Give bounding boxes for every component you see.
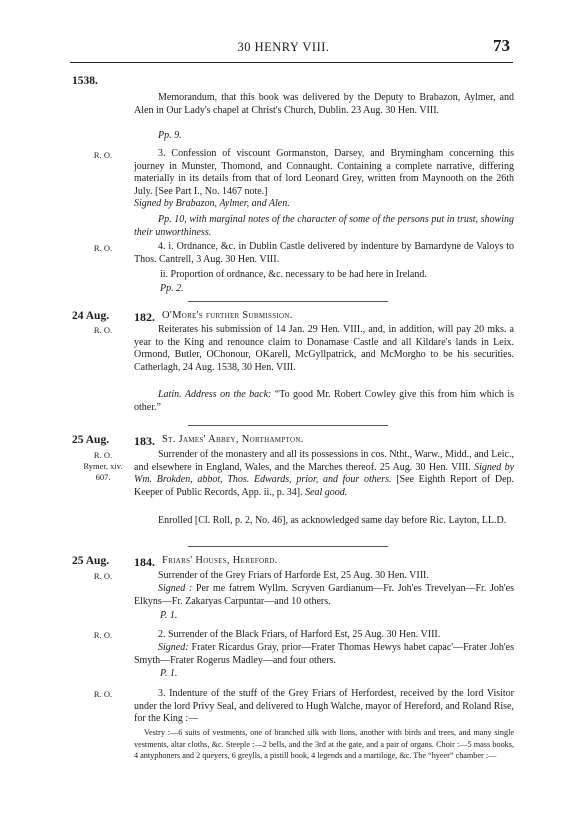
item3-note: Pp. 10, with marginal notes of the character of some of the persons put in trust, showing their unworthiness. <box>134 214 514 238</box>
item4-text-ii: ii. Proportion of ordnance, &c. necessary to be had here in Ireland. <box>160 269 427 280</box>
entry-184-text2: 2. Surrender of the Black Friars, of Harford Est, 25 Aug. 30 Hen. VIII. <box>158 629 441 640</box>
entry-184-signed2-label: Signed: <box>158 642 189 653</box>
running-head <box>0 38 567 58</box>
year-margin: 1538. <box>72 75 98 87</box>
item4-source: R. O. <box>93 243 113 253</box>
header-rule <box>70 62 513 63</box>
item3-signed: Signed by Brabazon, Aylmer, and Alen. <box>134 198 290 209</box>
entry-184-signed1-label: Signed : <box>158 583 193 594</box>
entry-184-source: R. O. <box>93 571 113 581</box>
entry-184-signed2-block <box>134 642 514 667</box>
entry-182-note <box>134 389 514 414</box>
entry-184-title: Friars' Houses, Hereford. <box>162 555 278 566</box>
separator <box>188 546 388 547</box>
entry-184-p1: P. 1. <box>160 610 178 621</box>
entry-184-source-2: R. O. <box>93 630 113 640</box>
separator <box>188 301 388 302</box>
entry-182-note-label: Latin. Address on the back: <box>158 389 272 400</box>
intro-pages: Pp. 9. <box>158 130 182 141</box>
running-title: 30 HENRY VIII. <box>237 40 330 54</box>
entry-184-signed1: Per me fatrem Wyllm. Scryven Gardianum—Fr. Joh'es Trevelyan—Fr. Joh'es Elkyns—Fr. Zakaryas Carpuntar—and 10 others. <box>134 583 514 607</box>
entry-183-text-b: [See Eighth Report of Dep. Keeper of Public Records, App. ii., p. 34]. <box>134 474 515 498</box>
entry-183-title: St. James' Abbey, Northampton. <box>162 434 304 445</box>
entry-184-signed1-block <box>134 583 514 608</box>
entry-184-vestry-text: Vestry :—6 suits of vestments, one of branched silk with lions, another with birds and trees, and many single vestments, altar cloths, &c. Steeple :—2 bells, and the 3rd at the gate, and a pair of organs. Choir :—5 mass books, 4 antyphoners and 2 queyers, 6 greylls, a pistill book, 4 legends and a martiloge, &c. The “hyeer” chamber :— <box>134 728 514 760</box>
entry-184-number: 184. <box>134 555 155 569</box>
entry-182-source: R. O. <box>93 325 113 335</box>
entry-183-source-rymer: Rymer, xiv. <box>83 461 123 471</box>
item3-text: 3. Confession of viscount Gormanston, Darsey, and Brymingham concerning this journey in Munster, Thomond, and Connaught. Containing a complete narrative, differing materially in its details from that of lord Leonard Grey, written from Maynooth on the 26th July. [See Part I., No. 1467 note.] <box>134 148 514 197</box>
entry-183-text-a: Surrender of the monastery and all its possessions in cos. Ntht., Warw., Midd., and Leic., and elsewhere in England, Wales, and the Marches thereof. 25 Aug. 30 Hen. VIII. <box>134 449 514 473</box>
item4-pages: Pp. 2. <box>160 283 184 294</box>
item3-source: R. O. <box>93 150 113 160</box>
item4-text-i: 4. i. Ordnance, &c. in Dublin Castle delivered by indenture by Barnardyne de Valoys to Thos. Cantrell, 3 Aug. 30 Hen. VIII. <box>134 241 514 265</box>
entry-182-note-text: “To good Mr. Robert Cowley give this from him which is other.” <box>134 389 514 413</box>
page-number: 73 <box>493 36 510 55</box>
entry-183-date: 25 Aug. <box>72 434 110 446</box>
entry-183-enrolled: Enrolled [Cl. Roll, p. 2, No. 46], as acknowledged same day before Ric. Layton, LL.D. <box>158 515 507 526</box>
entry-182-date: 24 Aug. <box>72 310 110 322</box>
entry-182-number: 182. <box>134 310 155 324</box>
entry-183-source: R. O. <box>93 450 113 460</box>
entry-184-signed2: Frater Ricardus Gray, prior—Frater Thomas Hewys habet capac'—Frater Joh'es Smyth—Frater Rogerus Madley—and four others. <box>134 642 514 666</box>
separator <box>188 425 388 426</box>
intro-text: Memorandum, that this book was delivered by the Deputy to Brabazon, Aylmer, and Alen in Our Lady's chapel at Christ's Church, Dublin. 23 Aug. 30 Hen. VIII. <box>134 92 514 116</box>
entry-184-vestry <box>134 727 514 762</box>
entry-184-text1: Surrender of the Grey Friars of Harforde Est, 25 Aug. 30 Hen. VIII. <box>158 570 429 581</box>
entry-183-seal: Seal good. <box>305 486 348 498</box>
entry-183-signed: Signed by Wm. Brokden, abbot, Thos. Edwards, prior, and four others. <box>134 461 515 485</box>
entry-184-source-3: R. O. <box>93 689 113 699</box>
entry-182-title: O'More's further Submission. <box>162 310 293 321</box>
entry-184-text3: 3. Indenture of the stuff of the Grey Friars of Herfordest, received by the lord Visitor under the lord Privy Seal, and delivered to Hugh Walche, mayor of Hereford, and Roland Rise, for the King :— <box>134 688 514 724</box>
entry-182-text: Reiterates his submission of 14 Jan. 29 Hen. VIII., and, in addition, will pay 20 mks. a year to the King and renounce claim to Donamase Castle and all Kildare's lands in Leix. Ormond, Butler, OChonour, OKarell, McGyllpatrick, and McMorgho to be his securities. Catherlagh, 24 Aug. 1538, 30 Hen. VIII. <box>134 324 514 373</box>
entry-183-text <box>134 449 514 499</box>
entry-183-source-rymer-page: 607. <box>95 472 111 482</box>
entry-183-number: 183. <box>134 434 155 448</box>
entry-184-date: 25 Aug. <box>72 555 110 567</box>
entry-184-p2: P. 1. <box>160 668 178 679</box>
